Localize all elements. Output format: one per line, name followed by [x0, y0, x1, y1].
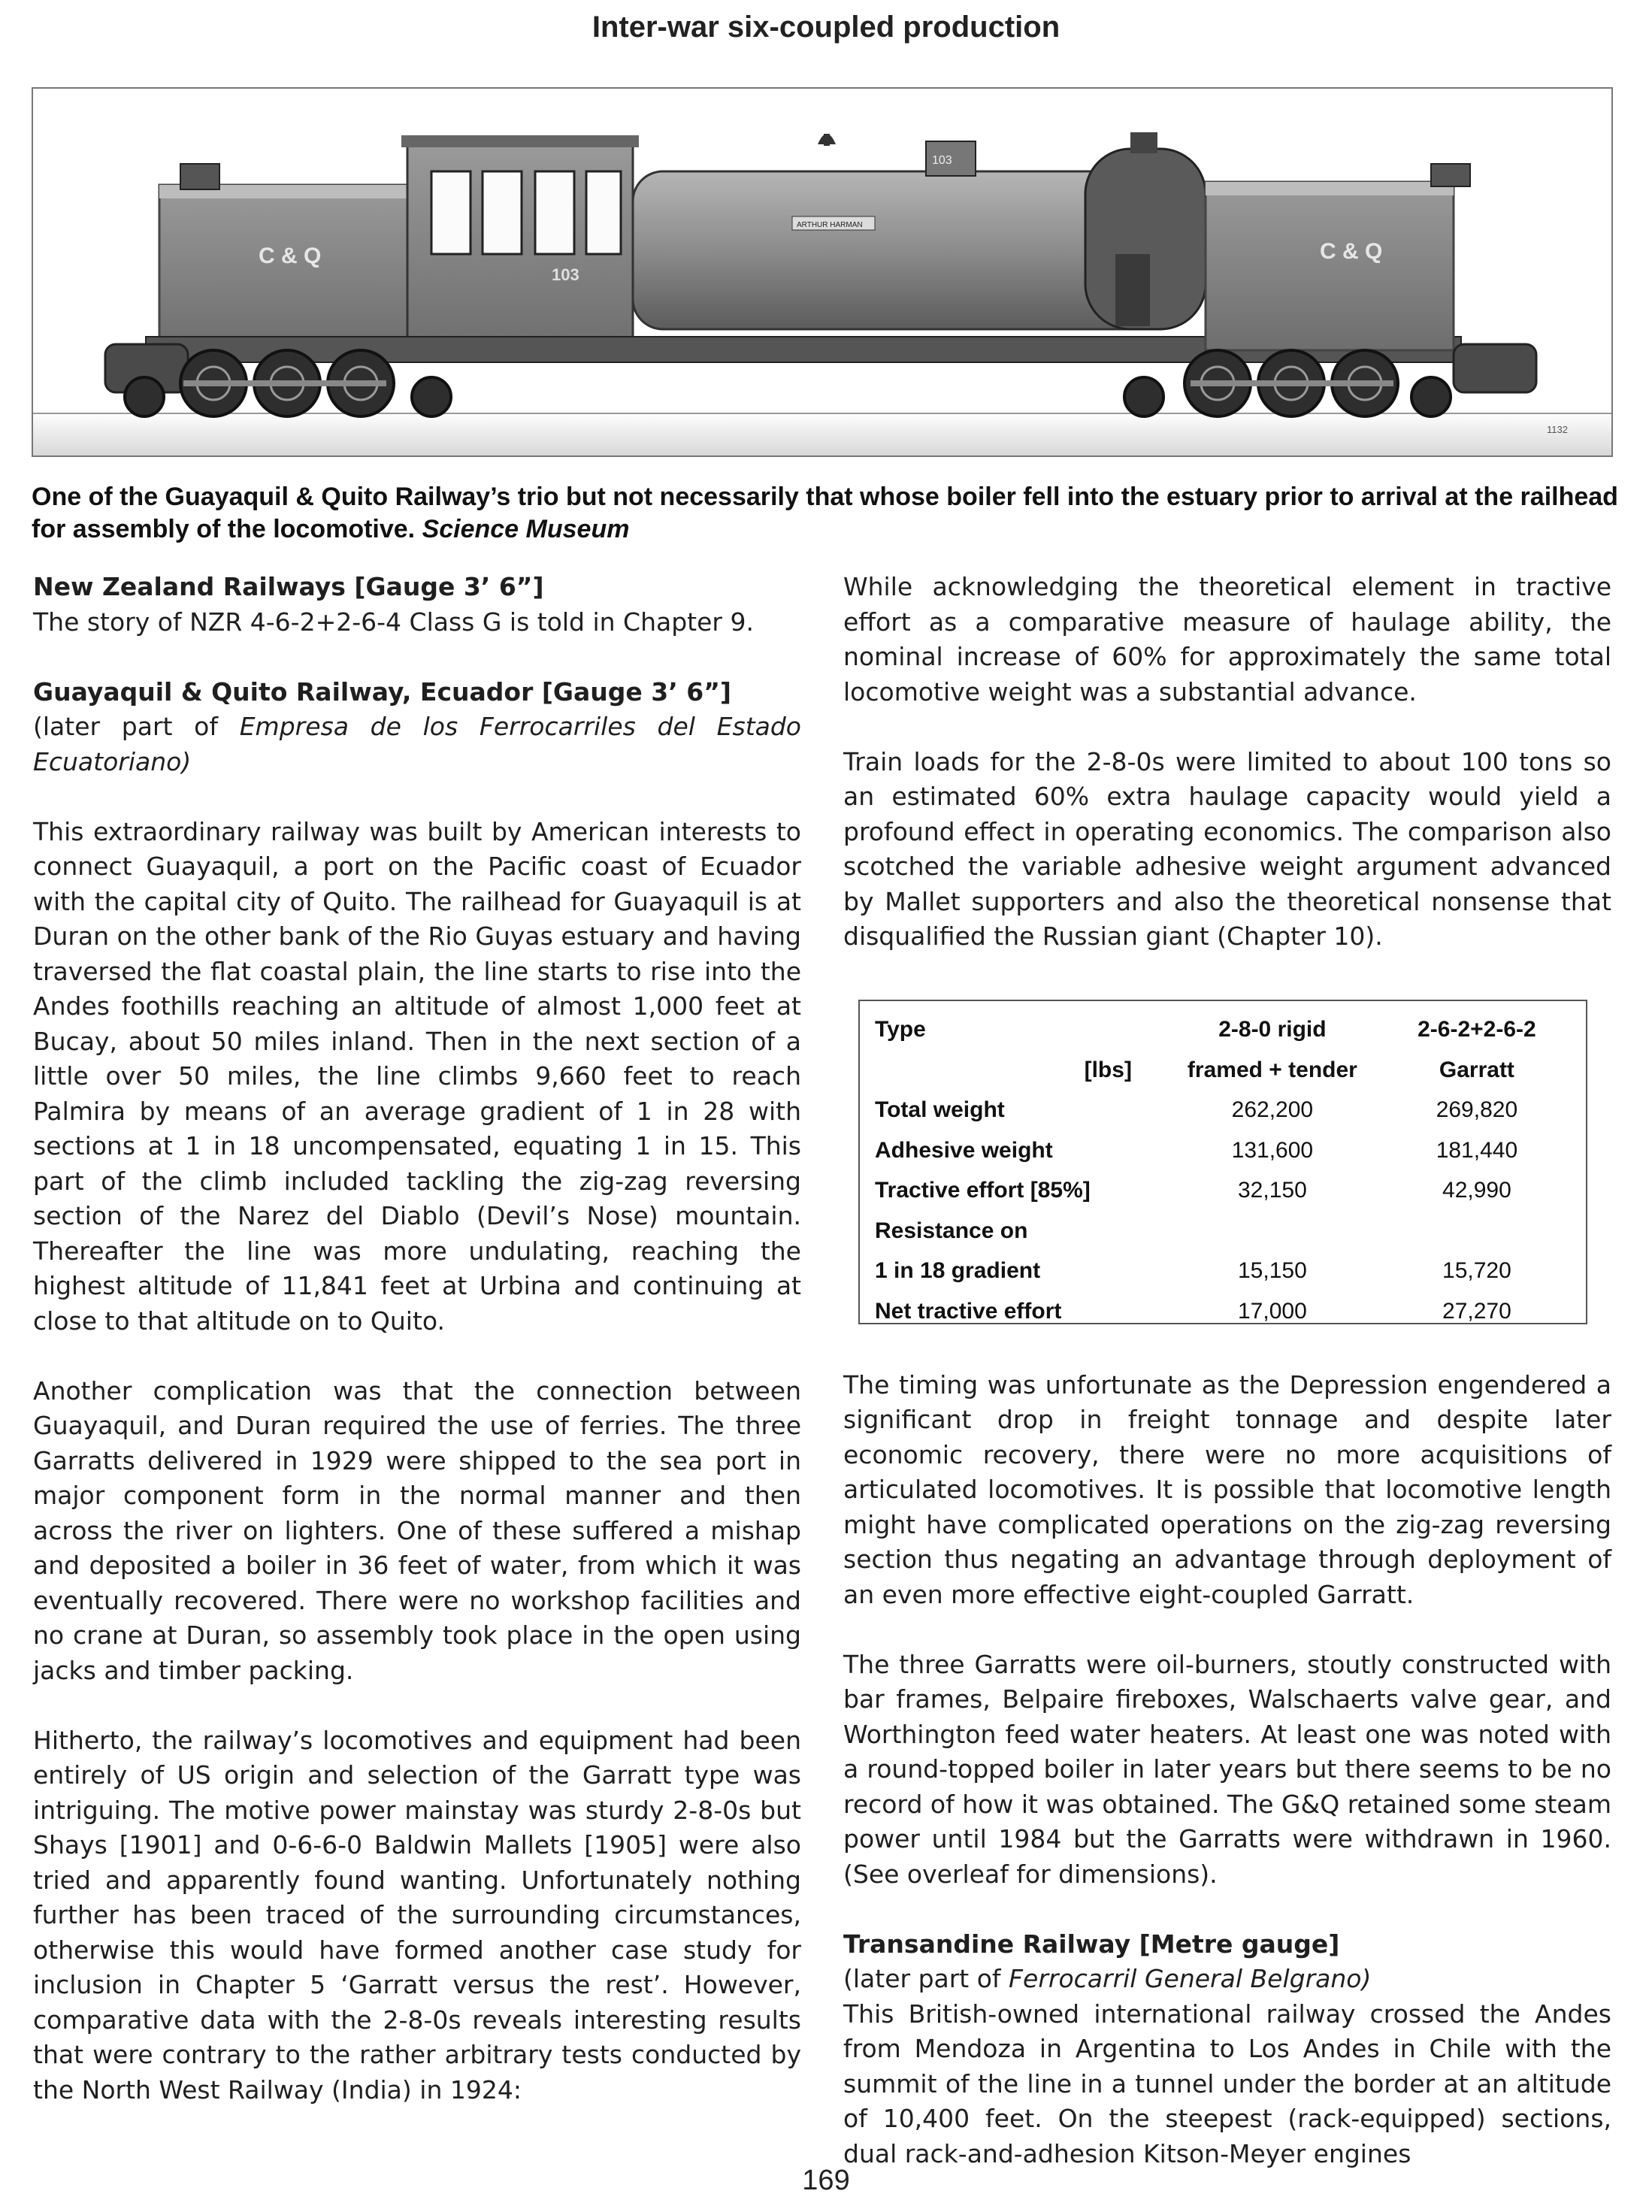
photo-caption	[32, 481, 1620, 546]
smokebox-number: 103	[932, 154, 952, 167]
gq-subheading-prefix: (later part of	[33, 712, 240, 741]
table-row	[875, 1211, 1574, 1251]
table-cell-garratt	[1380, 1211, 1574, 1251]
table-row-label: Adhesive weight	[875, 1137, 1053, 1163]
left-column	[33, 570, 801, 2143]
table-header-row	[875, 1050, 1574, 1091]
table-cell-2-8-0: 262,200	[1231, 1097, 1314, 1122]
table-cell-garratt: 27,270	[1442, 1298, 1511, 1324]
right-bunker-label: C & Q	[1320, 239, 1383, 264]
table-row	[875, 1171, 1574, 1212]
table-cell-2-8-0	[1165, 1211, 1380, 1251]
nzr-text: The story of NZR 4-6-2+2-6-4 Class G is told in Chapter 9.	[33, 607, 754, 637]
table-cell-2-8-0: 17,000	[1238, 1298, 1307, 1324]
table-row-label: Total weight	[875, 1097, 1005, 1122]
transandine-section	[843, 1927, 1611, 1997]
table-header-cell: Garratt	[1439, 1057, 1514, 1082]
right-paragraph-5: This British-owned international railway crossed the Andes from Mendoza in Argentina to Los Andes in Chile with the summit of the line in a tunnel under the border at an altitude of 10,400 feet. On the steepest (rack-equipped) sections, dual rack-and-adhesion Kitson-Meyer engines	[843, 1999, 1611, 2168]
table-cell-garratt: 42,990	[1442, 1178, 1511, 1203]
left-paragraph-3: Hitherto, the railway’s locomotives and equipment had been entirely of US origin and selection of the Garratt type was intriguing. The motive power mainstay was sturdy 2-8-0s but Shays [1901] and 0-6-6-0 Baldwin Mallets [1905] were also tried and apparently found wanting. Unfortunately nothing further has been traced of the surrounding circumstances, otherwise this would have formed another case study for inclusion in Chapter 5 ‘Garratt versus the rest’. However, comparative data with the 2-8-0s reveals interesting results that were contrary to the rather arbitrary tests conducted by the North West Railway (India) in 1924:	[33, 1725, 801, 2105]
table-row	[875, 1130, 1574, 1171]
caption-text: One of the Guayaquil & Quito Railway’s trio but not necessarily that whose boiler fell into the estuary prior to arrival at the railhead for assembly of the locomotive.	[32, 483, 1618, 543]
gq-subheading-italic: Empresa de los Ferrocarriles del Estado Ecuatoriano)	[33, 712, 801, 776]
table-row	[875, 1291, 1574, 1332]
table-cell-garratt: 15,720	[1442, 1258, 1511, 1283]
cab	[401, 135, 639, 352]
cab-number: 103	[552, 265, 579, 284]
gq-heading: Guayaquil & Quito Railway, Ecuador [Gauge 3’ 6”]	[33, 676, 731, 707]
left-bunker-label: C & Q	[259, 244, 322, 268]
right-paragraph-2: Train loads for the 2-8-0s were limited to about 100 tons so an estimated 60% extra haulage capacity would yield a profound effect in operating economics. The comparison also scotched the variable adhesive weight argument advanced by Mallet supporters and also the theoretical nonsense that disqualified the Russian giant (Chapter 10).	[843, 746, 1611, 951]
table-row	[875, 1251, 1574, 1292]
table-header-cell: 2-8-0 rigid	[1218, 1017, 1327, 1042]
right-paragraph-3: The timing was unfortunate as the Depression engendered a significant drop in freight tonnage and despite later economic recovery, there were no more acquisitions of articulated locomotives. It is possible that locomotive length might have complicated operations on the zig-zag reversing section thus negating an advantage through deployment of an even more effective eight-coupled Garratt.	[843, 1369, 1611, 1609]
table-cell-garratt: 269,820	[1436, 1097, 1518, 1122]
page-title: Inter-war six-coupled production	[592, 11, 1060, 44]
nzr-heading: New Zealand Railways [Gauge 3’ 6”]	[33, 572, 544, 601]
table-row	[875, 1091, 1574, 1131]
table-cell-2-8-0: 15,150	[1238, 1258, 1307, 1283]
caption-credit: Science Museum	[422, 515, 630, 543]
locomotive-photo	[32, 87, 1613, 457]
table-row-label: Resistance on	[875, 1218, 1028, 1243]
page-number: 169	[802, 2165, 850, 2196]
negative-number: 1132	[1547, 424, 1568, 435]
table-unit-cell: [lbs]	[1084, 1057, 1132, 1082]
table-cell-2-8-0: 131,600	[1231, 1137, 1314, 1163]
table-header-cell: Type	[875, 1017, 926, 1042]
table-header-cell: 2-6-2+2-6-2	[1418, 1017, 1536, 1042]
table-row-label: 1 in 18 gradient	[875, 1258, 1041, 1283]
left-paragraph-2: Another complication was that the connection between Guayaquil, and Duran required the use of ferries. The three Garratts delivered in 1929 were shipped to the sea port in major component form in the normal manner and then across the river on lighters. One of these suffered a mishap and deposited a boiler in 36 feet of water, from which it was eventually recovered. There were no workshop facilities and no crane at Duran, so assembly took place in the open using jacks and timber packing.	[33, 1375, 801, 1685]
comparison-table	[858, 1000, 1587, 1324]
table-row-label: Tractive effort [85%]	[875, 1178, 1091, 1203]
transandine-heading: Transandine Railway [Metre gauge]	[843, 1929, 1340, 1959]
table-row-label: Net tractive effort	[875, 1298, 1062, 1324]
left-tank-unit	[159, 164, 407, 350]
right-paragraph-4: The three Garratts were oil-burners, stoutly constructed with bar frames, Belpaire fireboxes, Walschaerts valve gear, and Worthington feed water heaters. At least one was noted with a round-topped boiler in later years but there seems to be no record of how it was obtained. The G&Q retained some steam power until 1984 but the Garratts were withdrawn in 1960. (See overleaf for dimensions).	[843, 1649, 1611, 1889]
table-cell-garratt: 181,440	[1436, 1137, 1518, 1163]
right-paragraph-1: While acknowledging the theoretical element in tractive effort as a comparative measure of haulage ability, the nominal increase of 60% for approximately the same total locomotive weight was a substantial advance.	[843, 572, 1611, 707]
left-paragraph-1: This extraordinary railway was built by American interests to connect Guayaquil, a port on the Pacific coast of Ecuador with the capital city of Quito. The railhead for Guayaquil is at Duran on the other bank of the Rio Guyas estuary and having traversed the flat coastal plain, the line starts to rise into the Andes foothills reaching an altitude of almost 1,000 feet at Bucay, about 50 miles inland. Then in the next section of a little over 50 miles, the line climbs 9,660 feet to reach Palmira by means of an average gradient of 1 in 28 with sections at 1 in 18 uncompensated, equating 1 in 15. This part of the climb included tackling the zig-zag reversing section of the Narez del Diablo (Devil’s Nose) mountain. Thereafter the line was more undulating, reaching the highest altitude of 11,841 feet at Urbina and continuing at close to that altitude on to Quito.	[33, 816, 801, 1336]
table-cell-2-8-0: 32,150	[1238, 1178, 1307, 1203]
gq-heading-block	[33, 675, 801, 780]
boiler-plate: ARTHUR HARMAN	[797, 221, 863, 229]
right-column	[843, 570, 1611, 2171]
table-header-row	[875, 1010, 1574, 1051]
transandine-subheading-italic: Ferrocarril General Belgrano)	[1009, 1964, 1372, 1993]
nzr-section	[33, 570, 801, 640]
transandine-subheading-prefix: (later part of	[843, 1964, 1009, 1993]
right-tank-unit	[1206, 164, 1470, 350]
table-header-cell: framed + tender	[1187, 1057, 1357, 1082]
